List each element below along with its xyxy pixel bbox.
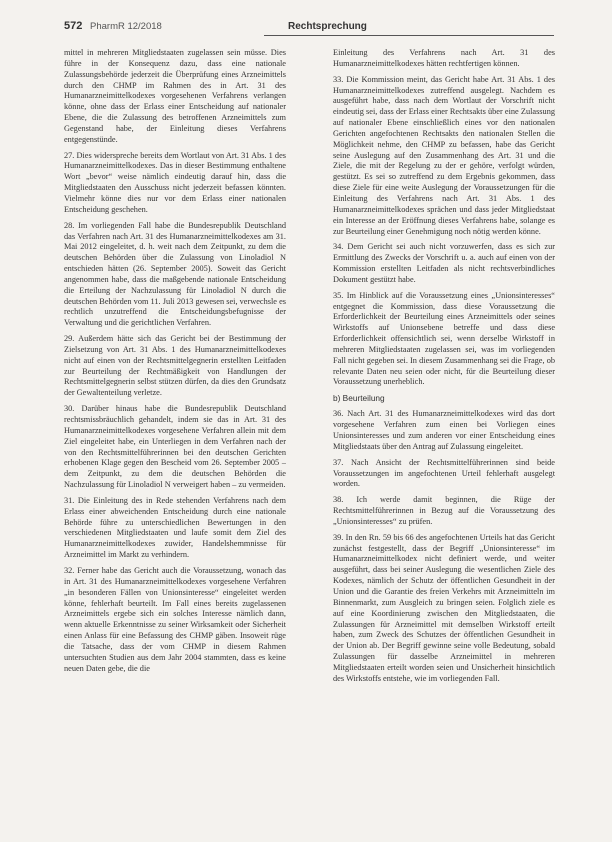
page-header [64,18,554,38]
subsection-heading: b) Beurteilung [333,393,385,404]
paragraph: 36. Nach Art. 31 des Humanarzneimittelkodexes wird das dort vorgesehene Verfahren zum einen bei Vorliegen eines Unionsinteresses und zum anderen vor einer Entscheidung eines Mitgliedstaats über den Antrag auf Zulassung eingeleitet. [333,409,555,451]
paragraph: 33. Die Kommission meint, das Gericht habe Art. 31 Abs. 1 des Humanarzneimittelkodexes zutreffend ausgelegt. Nachdem es ausgeführt habe, dass nach dem Wortlaut der Vorschrift nicht eindeutig sei, dass der Erlass einer Rechtsakts über eine Zulassung auf nationaler Ebene einschließlich eines vor den nationalen Gerichten angefochtenen Rechtsakts den nationalen Stellen die Möglichkeit nehme, den CHMP zu befassen, habe das Gericht seine Auslegung auf den Zusammenhang des Art. 31 und die Ziele, die mit der Regelung zu der er gehöre, verfolgt würden, gestützt. Es sei so zutreffend zu dem Ergebnis gekommen, dass diese Ziele für eine weite Auslegung der Voraussetzungen für die Einleitung des Verfahrens nach Art. 31 Abs. 1 des Humanarzneimittelkodexes sprächen und dass jeder Mitgliedstaat ein Interesse an der Eröffnung dieses Verfahrens habe, solange es zur Beurteilung einer Genehmigung noch nötig werden könne. [333,74,555,236]
paragraph: 34. Dem Gericht sei auch nicht vorzuwerfen, dass es sich zur Ermittlung des Zwecks der Vorschrift u. a. auch auf einen von der Kommission erstellten Leitfaden als nicht rechtsverbindliches Dokument gestützt habe. [333,242,555,284]
paragraph: 35. Im Hinblick auf die Voraussetzung eines „Unionsinteresses“ entgegnet die Kommission, dass diese Voraussetzung die Erforderlichkeit der Beurteilung eines Arzneimittels oder seines Wirkstoffs auf Unionsebene betreffe und dass diese Erforderlichkeit offensichtlich sei, wenn derselbe Wirkstoff in mehreren Mitgliedstaaten zugelassen sei, was im vorliegenden Fall nicht gegeben sei. In diesem Zusammenhang sei die Frage, ob relevante Daten neu seien oder nicht, für die Beurteilung dieser Voraussetzung unerheblich. [333,290,555,387]
paragraph: mittel in mehreren Mitgliedstaaten zugelassen sein müsse. Dies führe in der Konsequenz dazu, dass eine nationale Zulassungsbehörde jederzeit die Überprüfung eines Arzneimittels durch den CHMP im Rahmen des in Art. 31 des Humanarzneimittelkodexes vorgesehenen Verfahrens verlangen könne, ohne dass der Erlass einer Entscheidung auf nationaler Ebene, die die Zulassung des betroffenen Arzneimittels zum Gegenstand habe, der Einleitung dieses Verfahrens entgegenstünde. [64,48,286,144]
left-column [64,48,286,838]
journal-reference: PharmR 12/2018 [90,21,162,32]
paragraph: 29. Außerdem hätte sich das Gericht bei der Bestimmung der Zielsetzung von Art. 31 Abs. 1 des Humanarzneimittelkodexes nicht auf einen von der Rechtsmittelgegnerin erstellten Leitfaden zur Beurteilung der Rechtmäßigkeit von Handlungen der Rechtsmittelgegnerin selbst stützen dürfen, da dies den Grundsatz der Gewaltenteilung verletze. [64,334,286,398]
paragraph: 38. Ich werde damit beginnen, die Rüge der Rechtsmittelführerinnen in Bezug auf die Voraussetzung des „Unionsinteresses“ zu prüfen. [333,495,555,526]
header-rule [264,35,554,36]
paragraph: 28. Im vorliegenden Fall habe die Bundesrepublik Deutschland das Verfahren nach Art. 31 des Humanarzneimittelkodexes am 31. Mai 2012 eingeleitet, d. h. weit nach dem Zeitpunkt, zu dem die deutschen Behörden über die Zulassung von Linoladiol N entschieden hätten (26. September 2005). Soweit das Gericht angenommen habe, dass die maßgebende nationale Entscheidung die Erteilung der Nachzulassung für Linoladiol N durch die deutschen Behörden vom 11. Juli 2013 gewesen sei, verwechsle es rechtlich unzutreffend die Entscheidungsbefugnisse der Verwaltung und die gerichtlichen Verfahren. [64,220,286,328]
page-number: 572 [64,20,83,32]
paragraph: 32. Ferner habe das Gericht auch die Voraussetzung, wonach das in Art. 31 des Humanarzneimittelkodexes vorgesehene Verfahren „in besonderen Fällen von Unionsinteresse“ eingeleitet werden könne, fehlerhaft beurteilt. Im Fall eines bereits zugelassenen Arzneimittels ergebe sich ein solches Interesse nämlich dann, wenn aktuelle Erkenntnisse zu seiner Wirksamkeit oder Sicherheit einen Anlass für eine Befassung des CHMP gäben. Insoweit rüge die Tatsache, dass der vom CHMP in diesem Rahmen untersuchten Studien aus dem Jahr 2004 stammten, dass es keine neuen Daten gebe, die die [64,565,286,673]
section-title: Rechtsprechung [288,21,367,32]
paragraph: 31. Die Einleitung des in Rede stehenden Verfahrens nach dem Erlass einer abweichenden Entscheidung durch eine nationale Behörde führe zu unterschiedlichen Bewertungen in den verschiedenen Mitgliedstaaten und laufe somit dem Ziel des Humanarzneimittelkodexes zuwider, Handelshemmnisse für Arzneimittel im Markt zu verhindern. [64,495,286,560]
paragraph: 27. Dies widerspreche bereits dem Wortlaut von Art. 31 Abs. 1 des Humanarzneimittelkodexes. Das in dieser Bestimmung enthaltene Wort „bevor“ weise nämlich eindeutig darauf hin, dass die Mitgliedstaaten den Ausschuss nicht jederzeit befassen könnten. Vielmehr könne dies nur vor dem Erlass einer nationalen Entscheidung geschehen. [64,150,286,214]
paragraph: Einleitung des Verfahrens nach Art. 31 des Humanarzneimittelkodexes hätten rechtfertigen können. [333,48,555,68]
paragraph: 39. In den Rn. 59 bis 66 des angefochtenen Urteils hat das Gericht zunächst festgestellt, dass der Begriff „Unionsinteresse“ im Humanarzneimittelkodex nicht definiert werde, und weiter ausgeführt, dass bei seiner Auslegung die wesentlichen Ziele des Kodexes, nämlich der Schutz der öffentlichen Gesundheit in der Union und die Garantie des freien Verkehrs mit Arzneimitteln im Binnenmarkt, zum Ausgleich zu bringen seien. Folglich ziele es auf eine Koordinierung zwischen den Mitgliedstaaten, die Zulassungen für Arzneimittel mit demselben Wirkstoff erteilt haben, zum Zweck des Schutzes der öffentlichen Gesundheit in der Union ab. Der Begriff gewinne seine volle Bedeutung, sobald Zulassungen für dasselbe Arzneimittel in mehreren Mitgliedstaaten erteilt worden seien und Unsicherheit hinsichtlich des Wirkstoffs entstehe, wie im vorliegenden Fall. [333,532,555,683]
right-column [333,48,555,838]
paragraph: 30. Darüber hinaus habe die Bundesrepublik Deutschland rechtsmissbräuchlich gehandelt, indem sie das in Art. 31 des Humanarzneimittelkodexes vorgesehene Verfahren allein mit dem Ziel eingeleitet habe, ein Unterliegen in dem Verfahren nach der von den Rechtsmittelführerinnen bei den deutschen Gerichten erhobenen Klage gegen den Bescheid vom 26. September 2005 – dem Zeitpunkt, zu dem die deutschen Behörden die Nachzulassung für Linoladiol N verweigert haben – zu vermeiden. [64,404,286,490]
paragraph: 37. Nach Ansicht der Rechtsmittelführerinnen sind beide Voraussetzungen im angefochtenen Urteil fehlerhaft ausgelegt worden. [333,457,555,489]
